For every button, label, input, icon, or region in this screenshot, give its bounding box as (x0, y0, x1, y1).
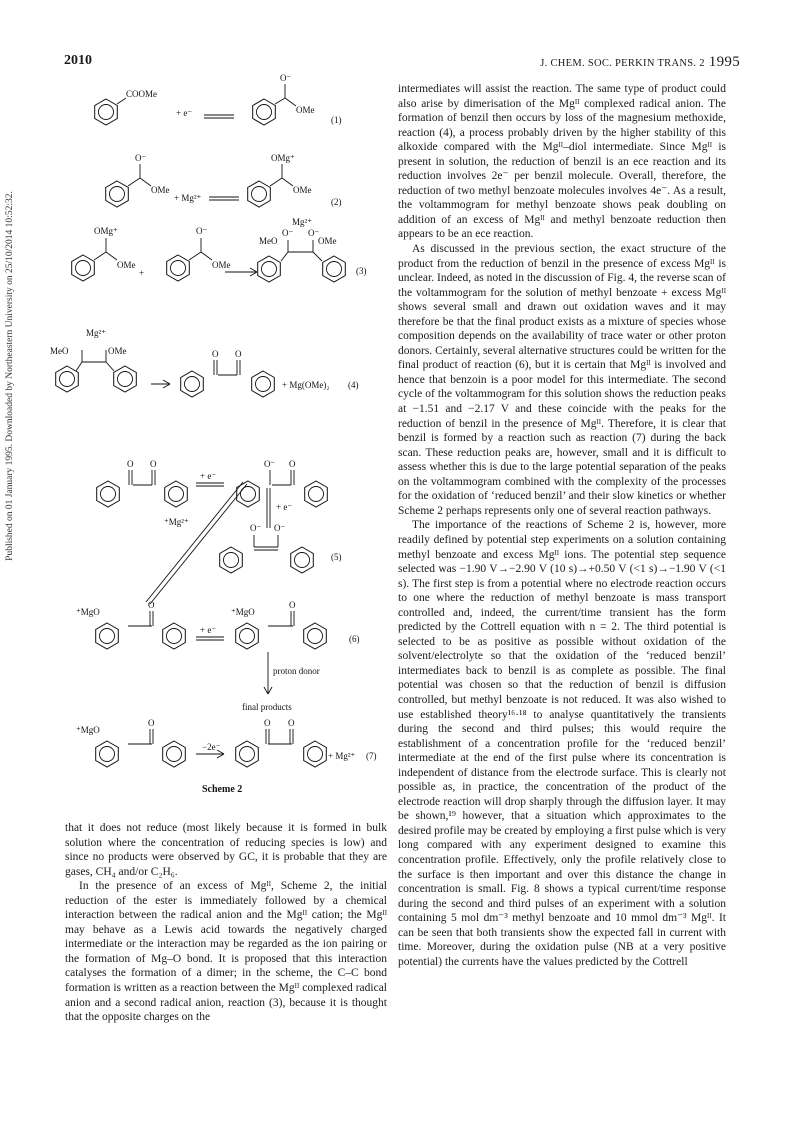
r4-ome: OMe (108, 346, 127, 356)
r3-ome-1: OMe (117, 260, 136, 270)
r3-ome-2: OMe (212, 260, 231, 270)
r4-mg-ome: + Mg(OMe)₂ (282, 380, 330, 390)
scheme-caption: Scheme 2 (202, 784, 243, 795)
r7-mgo: ⁺MgO (76, 725, 100, 735)
r5-o-2: O (150, 459, 157, 469)
r6-electron: + e⁻ (200, 625, 217, 635)
right-paragraph-2: As discussed in the previous section, the exact structure of the product from the reduction of benzil in the presence of excess Mgᴵᴵ is unclear. Indeed, as noted in the discussion of Fig. 4, the reverse scan of the voltammogram for the solution of methyl benzoate + excess Mgᴵᴵ shows several small and drawn out oxidation waves and it may therefore be that the final product exists as a mixture of species whose composition depends on the availability of trace water or other proton donors. Certainly, several alternative structures could be written for the final product of reaction (6), but it is certain that Mgᴵᴵ is involved and hence that benzoin is a poor model for this intermediate. The second cycle of the voltammogram for this solution shows the reduction peaks at −1.51 and −2.17 V and these coincide with the peaks for the reduction of benzil in the presence of Mgᴵᴵ. Therefore, it is clear that benzil is formed by a reaction such as reaction (7) during the back scan. These reduction peaks are, however, small and it is difficult to assess whether this is due to the large potential separation of the peaks on the voltammogram combined with the complexity of the processes for the oxidation of ‘reduced benzil’ and their slow kinetics or whether Scheme 2 perhaps represents only one of several reaction pathways. (398, 243, 726, 517)
right-paragraph-1: intermediates will assist the reaction. The same type of product could also arise by dimerisation of the Mgᴵᴵ complexed radical anion. The formation of benzil then occurs by loss of the magnesium methoxide, reaction (4), a process probably driven by the higher stability of this alkoxide compared with the Mgᴵᴵ–diol intermediate. Since Mgᴵᴵ is present in solution, the reduction of benzil is an ece reaction and its reduction involves 2e⁻ per benzil molecule. Overall, therefore, the reduction of two methyl benzoate molecules involves 4e⁻. As a result, the voltammogram for methyl benzoate shows peak doubling on addition of an excess of Mgᴵᴵ and methyl benzoate reduction then appears to be an ece reaction. (398, 83, 726, 241)
right-column-text (398, 82, 726, 969)
r2-mg: + Mg²⁺ (174, 193, 202, 203)
r3-o-minus: O⁻ (196, 226, 208, 236)
r3-plus: + (139, 268, 145, 278)
r1-number: (1) (331, 115, 342, 125)
left-paragraph-1: that it does not reduce (most likely because it is formed in bulk solution where the concentration of reducing species is low) and since no products were observed by GC, it is probable that they are gases, CH₄ and/or C₂H₆. (65, 822, 387, 878)
r6-mgo-2: ⁺MgO (231, 607, 255, 617)
r5-o-minus-a: O⁻ (250, 523, 262, 533)
download-notice-text: Published on 01 January 1995. Downloaded by Northeastern University on 25/10/2014 10:52:32. (5, 191, 15, 561)
left-paragraph-2: In the presence of an excess of Mgᴵᴵ, Scheme 2, the initial reduction of the ester is immediately followed by a chemical interaction between the radical anion and the Mgᴵᴵ cation; the Mgᴵᴵ may behave as a Lewis acid towards the negatively charged intermediate or the interaction may be regarded as the ion pairing or the formation of Mg–O bond. It is proposed that this interaction catalyses the formation of a dimer; in the scheme, the C–C bond formation is written as a reaction between the Mgᴵᴵ complexed radical anion and a second radical anion, reaction (3), because it is thought that the opposite charges on the (65, 880, 387, 1024)
r7-minus-2e: −2e⁻ (202, 742, 221, 752)
r7-o-2: O (264, 718, 271, 728)
r6-o-1: O (148, 600, 155, 610)
r1-ome: OMe (296, 105, 315, 115)
r1-substituent: COOMe (126, 89, 157, 99)
r2-omg: OMg⁺ (271, 153, 295, 163)
r1-o-minus: O⁻ (280, 73, 292, 83)
r3-mg: Mg²⁺ (292, 217, 312, 227)
r1-electron: + e⁻ (176, 108, 193, 118)
left-column-text (65, 821, 387, 1025)
r4-number: (4) (348, 380, 359, 390)
r6-number: (6) (349, 634, 360, 644)
r4-o-2: O (235, 349, 242, 359)
scheme-drawing (50, 70, 398, 830)
r5-o-1: O (127, 459, 134, 469)
r7-number: (7) (366, 751, 377, 761)
r3-ome-3: OMe (318, 236, 337, 246)
r6-proton-donor: proton donor (273, 666, 320, 676)
r2-ome-left: OMe (151, 185, 170, 195)
page-number: 2010 (64, 53, 92, 68)
r5-o-3: O (289, 459, 296, 469)
journal-name: J. CHEM. SOC. PERKIN TRANS. 2 (540, 58, 705, 69)
reaction-scheme (50, 70, 398, 830)
r5-electron-2: + e⁻ (276, 502, 293, 512)
download-notice (4, 96, 16, 656)
r3-omg: OMg⁺ (94, 226, 118, 236)
r3-meo: MeO (259, 236, 278, 246)
r6-final-products: final products (242, 702, 292, 712)
r2-o-minus: O⁻ (135, 153, 147, 163)
r5-mg: ⁺Mg²⁺ (164, 517, 189, 527)
r5-electron: + e⁻ (200, 471, 217, 481)
r3-o-minus-a: O⁻ (282, 228, 294, 238)
r3-o-minus-b: O⁻ (308, 228, 320, 238)
r2-number: (2) (331, 197, 342, 207)
r4-meo: MeO (50, 346, 69, 356)
r3-number: (3) (356, 266, 367, 276)
running-header (540, 54, 740, 71)
r7-mg: + Mg²⁺ (328, 751, 356, 761)
r5-number: (5) (331, 552, 342, 562)
r6-mgo-1: ⁺MgO (76, 607, 100, 617)
r4-o-1: O (212, 349, 219, 359)
r6-o-2: O (289, 600, 296, 610)
right-paragraph-3: The importance of the reactions of Scheme 2 is, however, more readily defined by potential step experiments on a solution containing methyl benzoate and excess Mgᴵᴵ ions. The potential step sequence selected was −1.90 V→−2.90 V (10 s)→+0.50 V (<1 s)→−1.90 V (<1 s). The first step is from a potential where no electrode reaction occurs to one where the reduction of methyl benzoate is mass transport controlled and, indeed, the current/time transient has the form predicted by the Cottrell equation with n = 2. The third potential is selected to be as positive as possible without oxidation of the solvent/electrolyte so that the oxidation of the ‘reduced benzil’ intermediates back to benzil is as complete as possible. The final potential was chosen so that the reduction of benzil is diffusion controlled, but methyl benzoate is not reduced. It was also wished to use established theory¹⁶·¹⁸ to analyse quantitatively the transients during the second and third pulses; this would require the establishment of a concentration profile for the ‘reduced benzil’ intermediate at the end of the first pulse where its concentration is independent of distance from the electrode surface. This is clearly not possible as, in practice, the concentration of the product of the electrode reaction will drop sharply through the diffusion layer. It may be shown,¹⁹ however, that a situation which approximates to the desired profile may be created by employing a first pulse which is very long compared with any experiment designed to examine this concentration profile. Effectively, only the profile relatively close to the surface is then important and over this distance the change in concentration is small. Fig. 8 shows a typical current/time response during the second and third pulses of an experiment with a solution containing 5 mol dm⁻³ methyl benzoate and 10 mmol dm⁻³ Mgᴵᴵ. It can be seen that both transients show the expected fall in current with time. Moreover, during the oxidation pulse (NB at a very positive potential) the currents have the values predicted by the Cottrell (398, 519, 726, 968)
r7-o-1: O (148, 718, 155, 728)
r7-o-3: O (288, 718, 295, 728)
r4-mg: Mg²⁺ (86, 328, 106, 338)
journal-year: 1995 (708, 54, 740, 70)
r2-ome-right: OMe (293, 185, 312, 195)
r5-o-minus: O⁻ (264, 459, 276, 469)
r5-o-minus-b: O⁻ (274, 523, 286, 533)
